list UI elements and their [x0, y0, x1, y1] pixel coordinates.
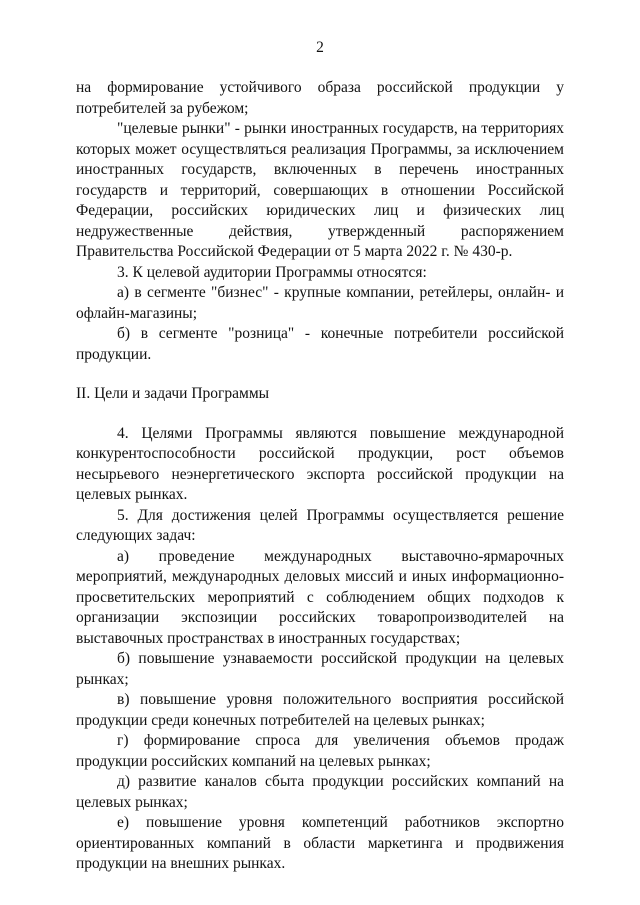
- list-item-task-b: б) повышение узнаваемости российской продукции на целевых рынках;: [76, 650, 564, 688]
- paragraph-segment-business: а) в сегменте "бизнес" - крупные компании, ретейлеры, онлайн- и офлайн-магазины;: [76, 284, 564, 322]
- paragraph-segment-retail: б) в сегменте "розница" - конечные потребители российской продукции.: [76, 325, 564, 363]
- paragraph-goals: 4. Целями Программы являются повышение международной конкурентоспособности российской продукции, рост объемов несырьевого неэнергетического экспорта российской продукции на целевых рынках.: [76, 424, 564, 503]
- document-body: [76, 78, 564, 875]
- list-item-task-a: а) проведение международных выставочно-ярмарочных мероприятий, международных деловых миссий и иных информационно-просветительских мероприятий с соблюдением общих подходов к организации экспозиции российских товаропроизводителей на выставочных пространствах в иностранных государствах;: [76, 547, 564, 647]
- list-item-task-f: е) повышение уровня компетенций работников экспортно ориентированных компаний в области маркетинга и продвижения продукции на внешних рынках.: [76, 814, 564, 872]
- list-item-task-d: г) формирование спроса для увеличения объемов продаж продукции российских компаний на целевых рынках;: [76, 732, 564, 770]
- paragraph-target-audience: 3. К целевой аудитории Программы относятся:: [117, 263, 427, 281]
- list-item-task-e: д) развитие каналов сбыта продукции российских компаний на целевых рынках;: [76, 773, 564, 811]
- section-heading: II. Цели и задачи Программы: [76, 385, 270, 402]
- page-number: 2: [316, 39, 324, 56]
- paragraph-target-markets-definition: "целевые рынки" - рынки иностранных государств, на территориях которых может осуществляться реализация Программы, за исключением иностранных государств, включенных в перечень иностранных государств и территорий, совершающих в отношении Российской Федерации, российских юридических лиц и физических лиц недружественные действия, утвержденный распоряжением Правительства Российской Федерации от 5 марта 2022 г. № 430-р.: [76, 120, 564, 260]
- paragraph-continuation: на формирование устойчивого образа российской продукции у потребителей за рубежом;: [76, 79, 564, 117]
- paragraph-tasks-intro: 5. Для достижения целей Программы осуществляется решение следующих задач:: [76, 506, 564, 544]
- list-item-task-c: в) повышение уровня положительного восприятия российской продукции среди конечных потребителей на целевых рынках;: [76, 691, 564, 729]
